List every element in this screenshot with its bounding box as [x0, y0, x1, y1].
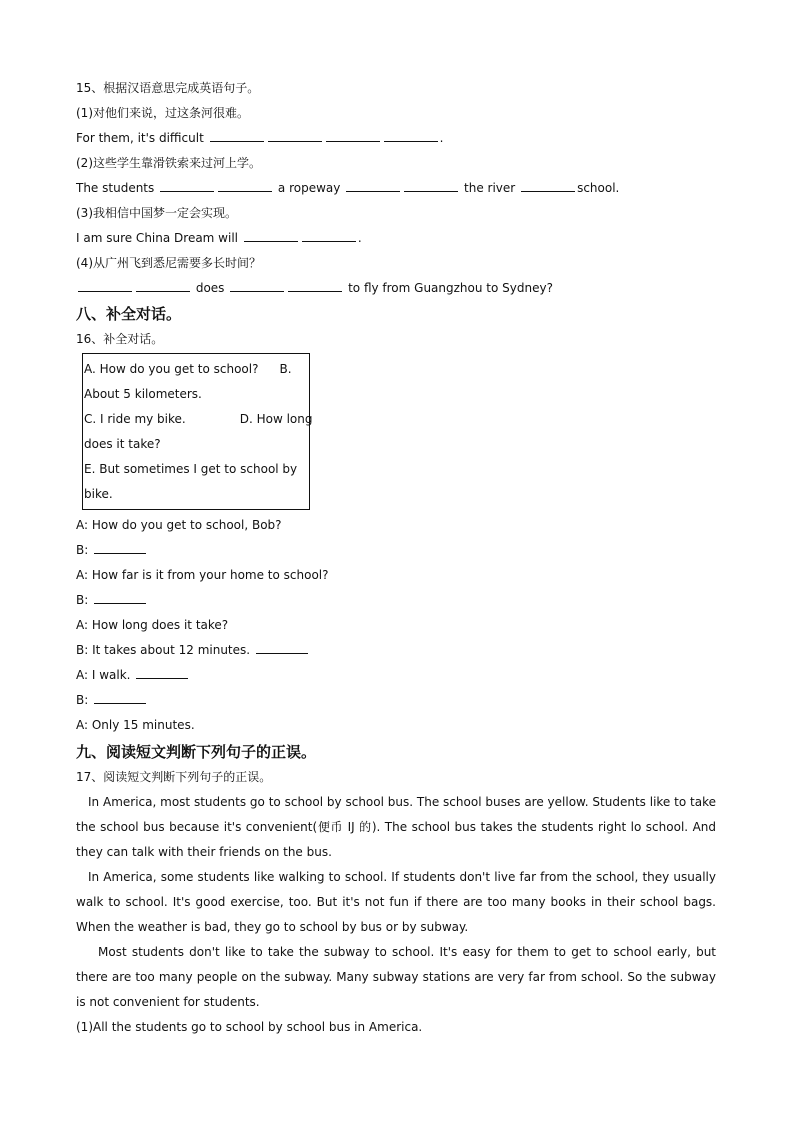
answer-blank[interactable]	[404, 179, 458, 192]
dialogue-line	[76, 688, 716, 713]
q15-s1-english	[76, 126, 716, 151]
answer-blank[interactable]	[78, 279, 132, 292]
q16-option-line: About 5 kilometers.	[84, 387, 202, 401]
q15-s3-chinese: (3)我相信中国梦一定会实现。	[76, 206, 237, 220]
answer-blank[interactable]	[346, 179, 400, 192]
option-d-label: D. How long	[239, 412, 313, 426]
dialogue-line	[76, 538, 716, 563]
q16-title: 16、补全对话。	[76, 332, 164, 346]
q17-paragraph-3: Most students don't like to take the subway to school. It's easy for them to get to school early, but there are too many people on the subway. Many subway stations are very far from school. So the subway is not convenient for students.	[76, 945, 716, 1009]
q16-option-line: bike.	[84, 487, 113, 501]
q15-s3-english	[76, 226, 716, 251]
q15-title: 15、根据汉语意思完成英语句子。	[76, 81, 260, 95]
answer-blank[interactable]	[94, 691, 146, 704]
dialogue-line	[76, 663, 716, 688]
speaker-b: B:	[76, 543, 89, 557]
answer-blank[interactable]	[94, 591, 146, 604]
q15-s2-part-a: The students	[76, 181, 155, 195]
dialogue-line	[76, 638, 716, 663]
option-b-label: B.	[279, 362, 292, 376]
dialogue-line	[76, 588, 716, 613]
answer-blank[interactable]	[302, 229, 356, 242]
answer-blank[interactable]	[326, 129, 380, 142]
q15-s2-part-c: the river	[464, 181, 516, 195]
q15-s1-chinese: (1)对他们来说，过这条河很难。	[76, 106, 249, 120]
answer-blank[interactable]	[244, 229, 298, 242]
answer-blank[interactable]	[230, 279, 284, 292]
q15-s3-start: I am sure China Dream will	[76, 231, 238, 245]
answer-blank[interactable]	[288, 279, 342, 292]
q15-s2-part-d: school.	[577, 181, 620, 195]
answer-blank[interactable]	[210, 129, 264, 142]
option-a: A. How do you get to school?	[84, 362, 259, 376]
q15-s1-start: For them, it's difficult	[76, 131, 204, 145]
q15-s4-chinese: (4)从广州飞到悉尼需要多长时间？	[76, 256, 261, 270]
q16-option-line: E. But sometimes I get to school by	[84, 462, 298, 476]
answer-blank[interactable]	[94, 541, 146, 554]
q15-s4-part-b: to fly from Guangzhou to Sydney?	[348, 281, 553, 295]
q16-options-box	[82, 353, 313, 510]
option-c: C. I ride my bike.	[84, 412, 186, 426]
q15-s1-end: .	[439, 131, 444, 145]
answer-blank[interactable]	[521, 179, 575, 192]
dialogue-line: A: Only 15 minutes.	[76, 718, 195, 732]
q17-paragraph-2: In America, some students like walking to school. If students don't live far from the school, they usually walk to school. It's good exercise, too. But it's not fun if there are too many books in their school bags. When the weather is bad, they go to school by bus or by subway.	[76, 870, 716, 934]
q15-s3-end: .	[357, 231, 362, 245]
q17-statement-1: (1)All the students go to school by school bus in America.	[76, 1020, 423, 1034]
answer-blank[interactable]	[136, 279, 190, 292]
q16-option-line: does it take?	[84, 437, 161, 451]
answer-blank[interactable]	[384, 129, 438, 142]
section-9-title: 九、阅读短文判断下列句子的正误。	[76, 743, 317, 761]
q17-paragraph-1: In America, most students go to school by school bus. The school buses are yellow. Students like to take the school bus because it's convenient(便币 IJ 的). The school bus takes the students right lo school. And they can talk with their friends on the bus.	[76, 795, 716, 859]
dialogue-line: A: How do you get to school, Bob?	[76, 518, 282, 532]
answer-blank[interactable]	[136, 666, 188, 679]
dialogue-line: A: How far is it from your home to school?	[76, 568, 329, 582]
q16-option-line	[83, 357, 309, 382]
speaker-b: B:	[76, 593, 89, 607]
dialogue-line: A: How long does it take?	[76, 618, 229, 632]
dialogue-text: A: I walk.	[76, 668, 131, 682]
q15-s2-chinese: (2)这些学生靠滑铁索来过河上学。	[76, 156, 261, 170]
answer-blank[interactable]	[268, 129, 322, 142]
dialogue-text: B: It takes about 12 minutes.	[76, 643, 251, 657]
q15-s4-part-a: does	[195, 281, 225, 295]
q15-s2-part-b: a ropeway	[277, 181, 341, 195]
answer-blank[interactable]	[218, 179, 272, 192]
answer-blank[interactable]	[256, 641, 308, 654]
q15-s2-english	[76, 176, 716, 201]
q16-option-line	[83, 407, 313, 432]
q15-s4-english	[76, 276, 716, 301]
worksheet-page	[76, 76, 716, 1040]
section-8-title: 八、补全对话。	[76, 305, 182, 323]
q17-title: 17、阅读短文判断下列句子的正误。	[76, 770, 272, 784]
answer-blank[interactable]	[160, 179, 214, 192]
speaker-b: B:	[76, 693, 89, 707]
